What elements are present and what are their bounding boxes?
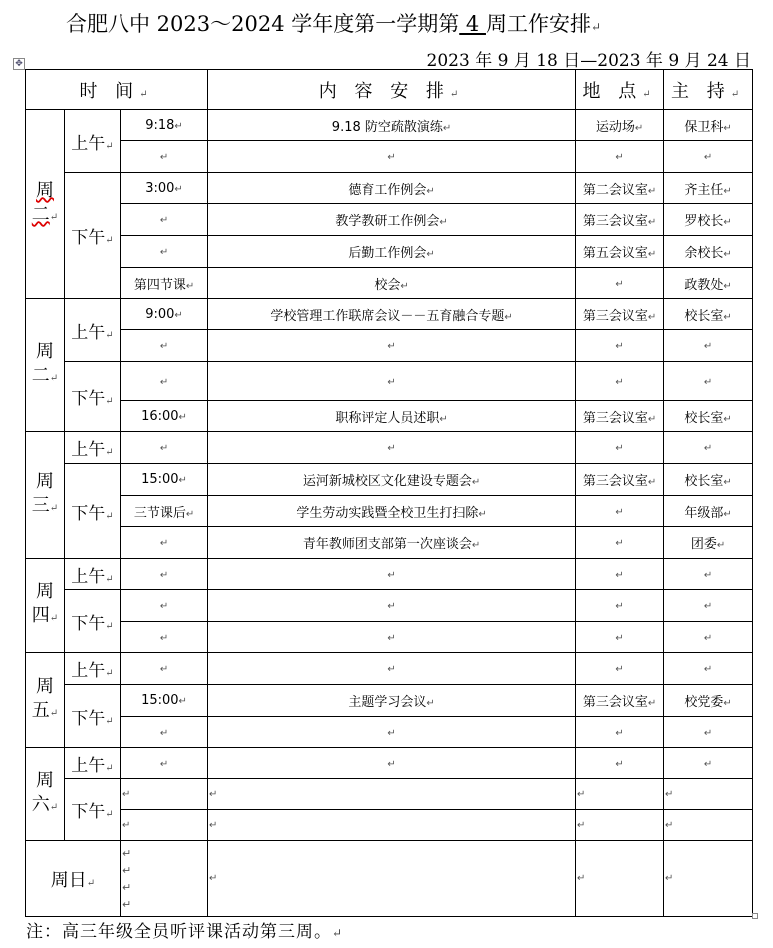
content-cell: 校会↵ bbox=[208, 268, 576, 299]
am-cell: 上午↵ bbox=[65, 299, 121, 362]
day-cell: 周 五↵ bbox=[26, 653, 65, 748]
location-cell: 第三会议室↵ bbox=[576, 401, 664, 432]
table-row: 周 四↵ 上午↵ ↵ ↵ ↵ ↵ bbox=[26, 559, 753, 590]
table-row: 周日↵ ↵ ↵ ↵ ↵ ↵ ↵ ↵ bbox=[26, 841, 753, 917]
content-cell: 学生劳动实践暨全校卫生打扫除↵ bbox=[208, 496, 576, 527]
time-cell: 9:18↵ bbox=[121, 110, 208, 141]
table-row bbox=[26, 685, 753, 717]
time-cell: 15:00↵ bbox=[121, 464, 208, 496]
table-row: ↵ 后勤工作例会↵ 第五会议室↵ 余校长↵ bbox=[26, 236, 753, 268]
schedule-table bbox=[25, 69, 753, 917]
time-cell: 9:00↵ bbox=[121, 299, 208, 330]
table-row: 周 三↵ 上午↵ ↵ ↵ ↵ ↵ bbox=[26, 432, 753, 464]
table-resize-handle[interactable] bbox=[752, 913, 758, 919]
table-row: 下午↵ ↵ ↵ ↵ ↵ bbox=[26, 362, 753, 401]
content-cell: 德育工作例会↵ bbox=[208, 173, 576, 204]
table-row: 下午↵ ↵ ↵ ↵ ↵ bbox=[26, 590, 753, 622]
time-cell: 16:00↵ bbox=[121, 401, 208, 432]
day-cell: 周 二↵ bbox=[26, 299, 65, 432]
table-row: 周 五↵ 上午↵ ↵ ↵ ↵ ↵ bbox=[26, 653, 753, 685]
location-cell: 第三会议室↵ bbox=[576, 685, 664, 717]
table-row: ↵ ↵ ↵ ↵ bbox=[26, 141, 753, 173]
am-cell: 上午↵ bbox=[65, 432, 121, 464]
header-location: 地 点↵ bbox=[576, 70, 664, 110]
table-row: ↵ ↵ ↵ ↵ bbox=[26, 717, 753, 748]
time-cell: 第四节课↵ bbox=[121, 268, 208, 299]
location-cell: 第三会议室↵ bbox=[576, 464, 664, 496]
host-cell: 余校长↵ bbox=[664, 236, 753, 268]
host-cell: 校党委↵ bbox=[664, 685, 753, 717]
pm-cell: 下午↵ bbox=[65, 590, 121, 653]
host-cell: 团委↵ bbox=[664, 527, 753, 559]
pm-cell: 下午↵ bbox=[65, 173, 121, 299]
host-cell: 校长室↵ bbox=[664, 299, 753, 330]
table-row: ↵ ↵ ↵ ↵ bbox=[26, 330, 753, 362]
content-cell: 职称评定人员述职↵ bbox=[208, 401, 576, 432]
table-row bbox=[26, 110, 753, 141]
content-cell: 主题学习会议↵ bbox=[208, 685, 576, 717]
am-cell: 上午↵ bbox=[65, 559, 121, 590]
table-row: 下午↵ ↵ ↵ ↵ ↵ bbox=[26, 779, 753, 810]
pm-cell: 下午↵ bbox=[65, 464, 121, 559]
location-cell: 第三会议室↵ bbox=[576, 204, 664, 236]
host-cell: 校长室↵ bbox=[664, 401, 753, 432]
pm-cell: 下午↵ bbox=[65, 362, 121, 432]
host-cell: 年级部↵ bbox=[664, 496, 753, 527]
time-cell: 15:00↵ bbox=[121, 685, 208, 717]
host-cell: 罗校长↵ bbox=[664, 204, 753, 236]
host-cell: 政教处↵ bbox=[664, 268, 753, 299]
pm-cell: 下午↵ bbox=[65, 685, 121, 748]
am-cell: 上午↵ bbox=[65, 110, 121, 173]
header-time: 时 间↵ bbox=[26, 70, 208, 110]
table-row: 三节课后↵ 学生劳动实践暨全校卫生打扫除↵ ↵ 年级部↵ bbox=[26, 496, 753, 527]
location-cell: 第三会议室↵ bbox=[576, 299, 664, 330]
content-cell: 青年教师团支部第一次座谈会↵ bbox=[208, 527, 576, 559]
page-title: 合肥八中 2023～2024 学年度第一学期第 4 周工作安排↵ bbox=[66, 12, 602, 36]
host-cell: 齐主任↵ bbox=[664, 173, 753, 204]
location-cell: 第五会议室↵ bbox=[576, 236, 664, 268]
time-cell: 3:00↵ bbox=[121, 173, 208, 204]
content-cell: 后勤工作例会↵ bbox=[208, 236, 576, 268]
table-row: ↵ 教学教研工作例会↵ 第三会议室↵ 罗校长↵ bbox=[26, 204, 753, 236]
header-host: 主 持↵ bbox=[664, 70, 753, 110]
footnote: 注：高三年级全员听评课活动第三周。↵ bbox=[26, 922, 344, 942]
table-row bbox=[26, 401, 753, 432]
content-cell: 运河新城校区文化建设专题会↵ bbox=[208, 464, 576, 496]
host-cell: 保卫科↵ bbox=[664, 110, 753, 141]
location-cell: 运动场↵ bbox=[576, 110, 664, 141]
week-number: 4 bbox=[459, 12, 486, 36]
host-cell: 校长室↵ bbox=[664, 464, 753, 496]
day-cell: 周 六↵ bbox=[26, 748, 65, 841]
am-cell: 上午↵ bbox=[65, 653, 121, 685]
table-row: ↵ 青年教师团支部第一次座谈会↵ ↵ 团委↵ bbox=[26, 527, 753, 559]
day-cell: 周 二↵ bbox=[26, 110, 65, 299]
pm-cell: 下午↵ bbox=[65, 779, 121, 841]
day-cell: 周 四↵ bbox=[26, 559, 65, 653]
date-range: 2023 年 9 月 18 日—2023 年 9 月 24 日 bbox=[426, 51, 751, 71]
content-cell: 9.18 防空疏散演练↵ bbox=[208, 110, 576, 141]
header-content: 内 容 安 排↵ bbox=[208, 70, 576, 110]
table-move-handle-icon[interactable]: ✥ bbox=[13, 58, 25, 70]
am-cell: 上午↵ bbox=[65, 748, 121, 779]
content-cell: 教学教研工作例会↵ bbox=[208, 204, 576, 236]
sunday-cell: 周日↵ bbox=[26, 841, 121, 917]
location-cell: 第二会议室↵ bbox=[576, 173, 664, 204]
table-row bbox=[26, 464, 753, 496]
table-header-row bbox=[26, 70, 753, 110]
table-row bbox=[26, 173, 753, 204]
table-row: ↵ ↵ ↵ ↵ bbox=[26, 810, 753, 841]
table-row bbox=[26, 299, 753, 330]
table-row: 周 六↵ 上午↵ ↵ ↵ ↵ ↵ bbox=[26, 748, 753, 779]
content-cell: 学校管理工作联席会议－－五育融合专题↵ bbox=[208, 299, 576, 330]
time-cell: 三节课后↵ bbox=[121, 496, 208, 527]
table-row: 第四节课↵ 校会↵ ↵ 政教处↵ bbox=[26, 268, 753, 299]
day-cell: 周 三↵ bbox=[26, 432, 65, 559]
table-row: ↵ ↵ ↵ ↵ bbox=[26, 622, 753, 653]
